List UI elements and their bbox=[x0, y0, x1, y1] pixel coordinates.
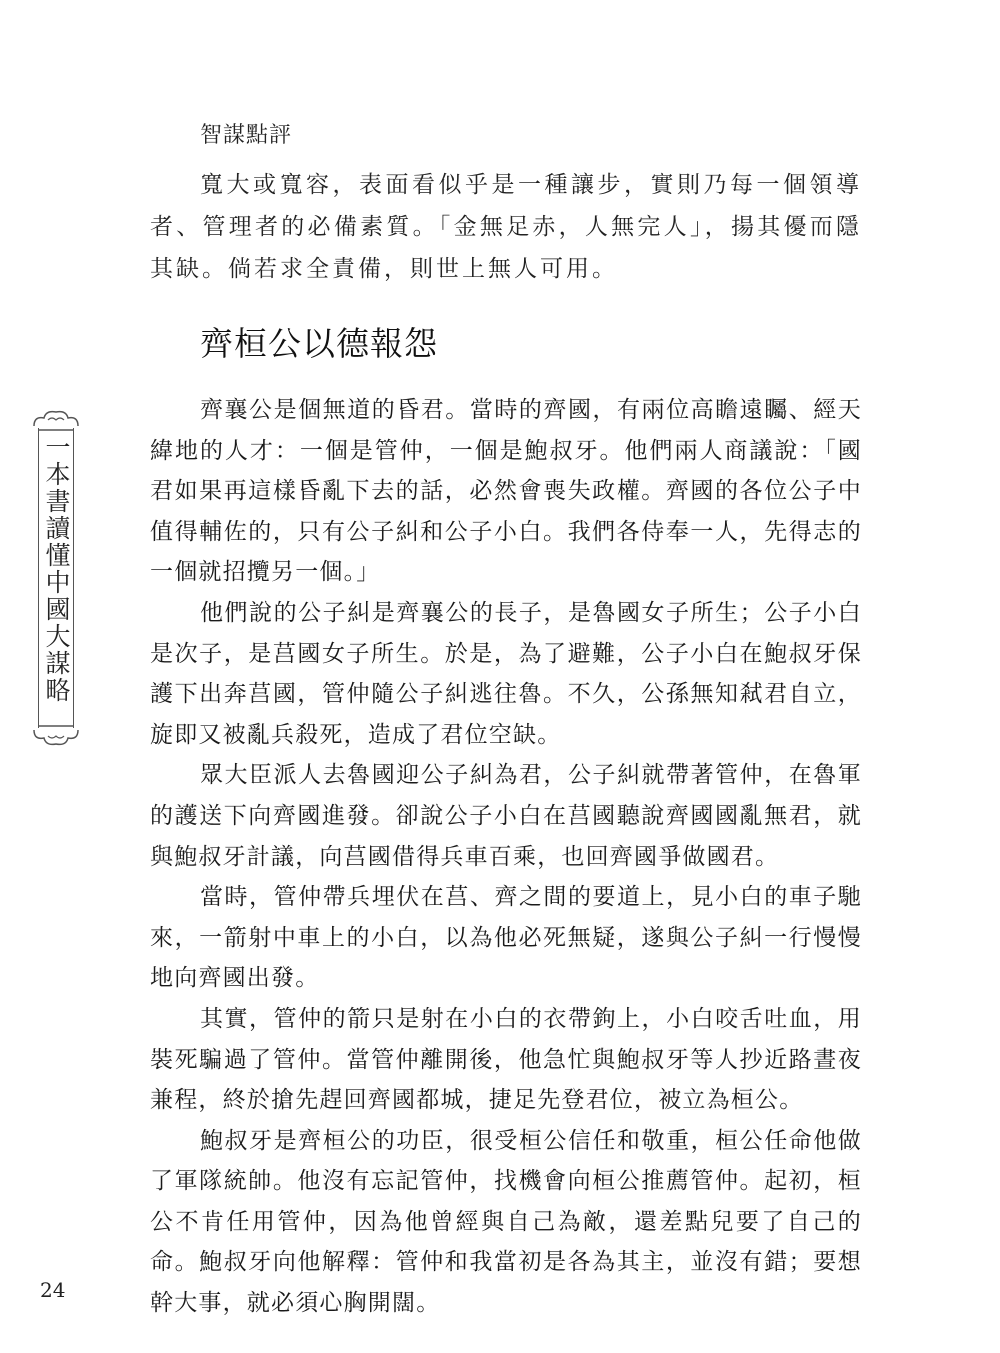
paragraph: 其實，管仲的箭只是射在小白的衣帶鉤上，小白咬舌吐血，用裝死騙過了管仲。當管仲離開後，他急忙與鮑叔牙等人抄近路晝夜兼程，終於搶先趕回齊國都城，捷足先登君位，被立為桓公。 bbox=[150, 1005, 862, 1114]
paragraph: 眾大臣派人去魯國迎公子糾為君，公子糾就帶著管仲，在魯軍的護送下向齊國進發。卻說公子小白在莒國聽說齊國國亂無君，就與鮑叔牙計議，向莒國借得兵車百乘，也回齊國爭做國君。 bbox=[150, 762, 862, 870]
section-title: 齊桓公以德報怨 bbox=[200, 324, 438, 363]
commentary-heading: 智謀點評 bbox=[200, 123, 293, 148]
paragraph: 他們說的公子糾是齊襄公的長子，是魯國女子所生；公子小白是次子，是莒國女子所生。於是，為了避難，公子小白在鮑叔牙保護下出奔莒國，管仲隨公子糾逃往魯。不久，公孫無知弒君自立，旋即又被亂兵殺死，造成了君位空缺。 bbox=[150, 599, 862, 748]
book-title-vertical: 一本書讀懂中國大謀略 bbox=[42, 434, 71, 704]
paragraph: 齊襄公是個無道的昏君。當時的齊國，有兩位高瞻遠矚、經天緯地的人才：一個是管仲，一個是鮑叔牙。他們兩人商議說：「國君如果再這樣昏亂下去的話，必然會喪失政權。齊國的各位公子中值得輔佐的，只有公子糾和公子小白。我們各侍奉一人，先得志的一個就招攬另一個。」 bbox=[150, 397, 862, 586]
commentary-body: 寬大或寬容，表面看似乎是一種讓步，實則乃每一個領導者、管理者的必備素質。「金無足赤，人無完人」，揚其優而隱其缺。倘若求全責備，則世上無人可用。 bbox=[150, 172, 862, 282]
paragraph: 當時，管仲帶兵埋伏在莒、齊之間的要道上，見小白的車子馳來，一箭射中車上的小白，以為他必死無疑，遂與公子糾一行慢慢地向齊國出發。 bbox=[150, 884, 862, 992]
article-body bbox=[150, 390, 862, 1324]
side-banner bbox=[30, 408, 82, 748]
paragraph: 鮑叔牙是齊桓公的功臣，很受桓公信任和敬重，桓公任命他做了軍隊統帥。他沒有忘記管仲，找機會向桓公推薦管仲。起初，桓公不肯任用管仲，因為他曾經與自己為敵，還差點兒要了自己的命。鮑叔牙向他解釋：管仲和我當初是各為其主，並沒有錯；要想幹大事，就必須心胸開闊。 bbox=[150, 1127, 862, 1317]
page-number: 24 bbox=[40, 1278, 66, 1302]
cloud-ornament-icon bbox=[30, 724, 82, 748]
